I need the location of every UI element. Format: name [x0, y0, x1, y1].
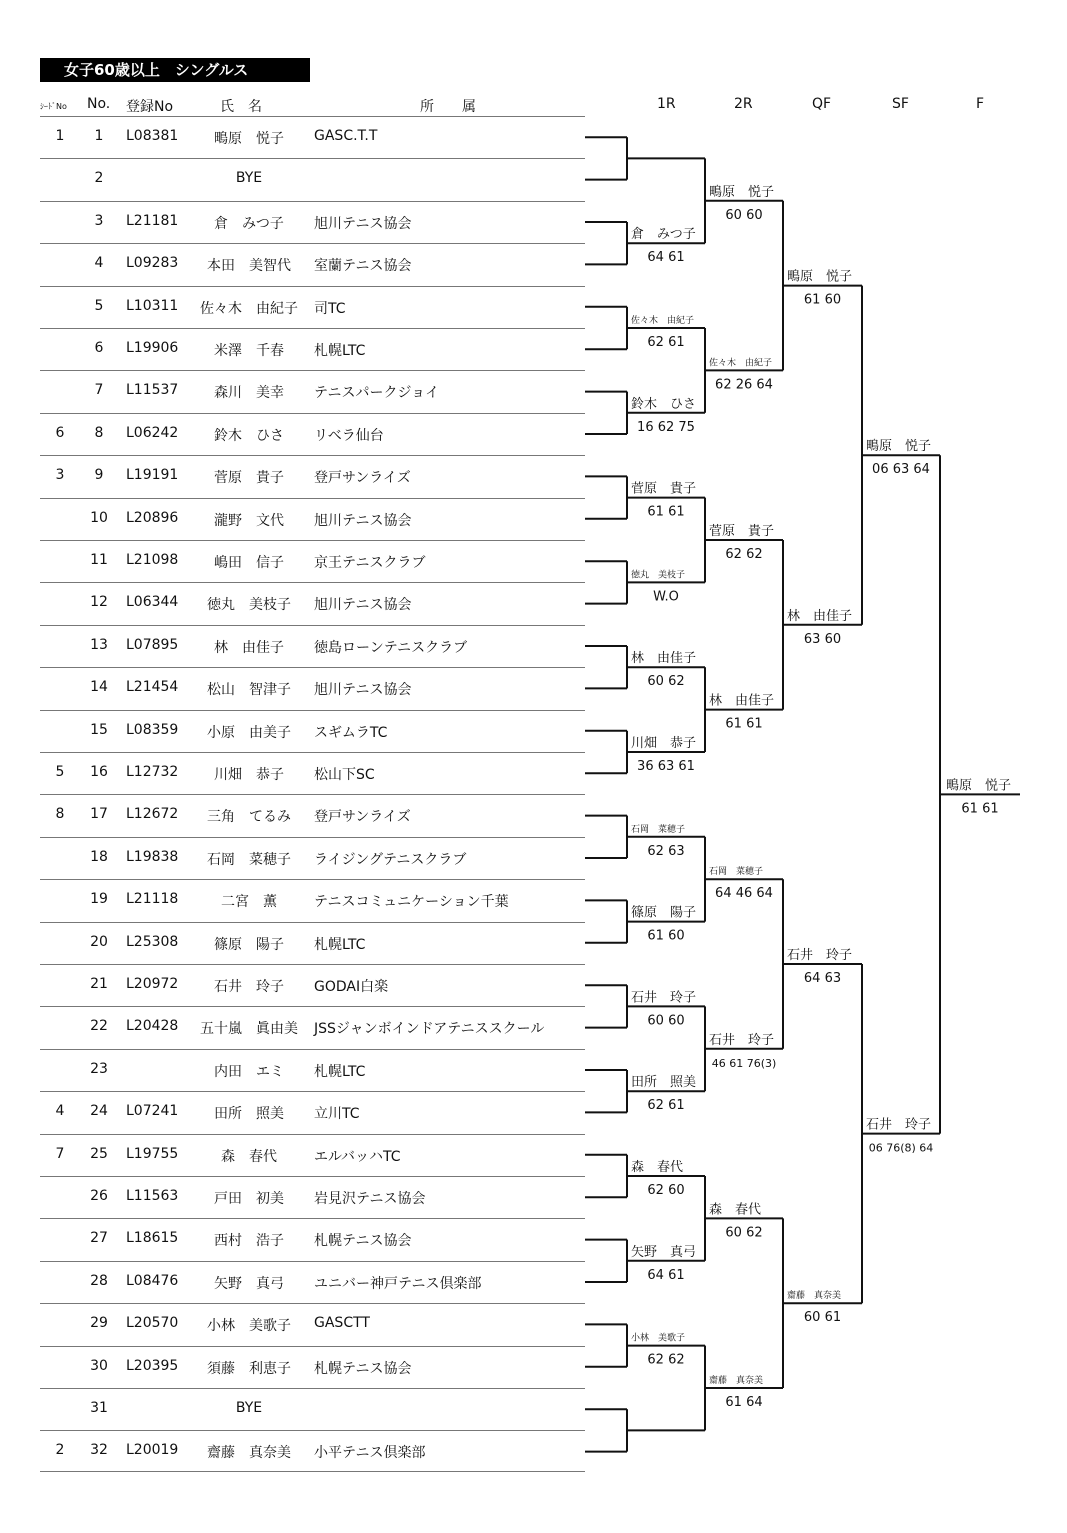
registration-cell: L20428	[126, 1018, 179, 1035]
player-name-cell: 小林 美歌子	[207, 1318, 291, 1335]
registration-cell: L10311	[126, 297, 179, 314]
registration-cell: L20896	[126, 509, 179, 526]
player-name-cell: 佐々木 由紀子	[200, 300, 298, 317]
draw-number-cell: 25	[90, 1145, 108, 1162]
affiliation-cell: ユニバー神戸テニス倶楽部	[314, 1275, 482, 1292]
draw-number-cell: 14	[90, 679, 108, 696]
draw-number-cell: 21	[90, 976, 108, 992]
player-name-cell: 須藤 利恵子	[207, 1360, 291, 1377]
draw-number-cell: 4	[94, 255, 104, 272]
match-winner-label: 鴫原 悦子	[866, 439, 932, 455]
header-seed: ｼｰﾄﾞNo	[40, 102, 67, 111]
draw-number-cell: 18	[90, 848, 108, 865]
registration-cell: L08476	[126, 1272, 179, 1289]
match-score-label: 61 61	[647, 504, 685, 520]
player-name-cell: 瀧野 文代	[214, 512, 284, 529]
match-score-label: 46 61 76(3)	[711, 1056, 777, 1070]
match-winner-label: 石井 玲子	[866, 1117, 932, 1133]
match-winner-label: 篠原 陽子	[631, 905, 697, 921]
match-winner-label: 石岡 菜穂子	[631, 824, 686, 835]
draw-number-cell: 19	[90, 891, 108, 908]
draw-number-cell: 20	[90, 933, 108, 950]
match-score-label: 60 60	[725, 207, 763, 223]
match-winner-label: 石井 玲子	[631, 990, 697, 1006]
match-winner-label: 鈴木 ひさ	[631, 396, 697, 412]
affiliation-cell: エルバッハTC	[314, 1148, 401, 1165]
match-score-label: 36 63 61	[637, 759, 695, 774]
affiliation-cell: 旭川テニス協会	[314, 597, 412, 614]
registration-cell: L07895	[126, 636, 179, 653]
affiliation-cell: ライジングテニスクラブ	[314, 851, 467, 868]
affiliation-cell: リベラ仙台	[314, 427, 384, 444]
affiliation-cell: 松山下SC	[314, 767, 375, 783]
seed-cell: 7	[55, 1145, 65, 1162]
seed-cell: 6	[55, 424, 65, 441]
draw-number-cell: 10	[90, 509, 108, 526]
match-winner-label: 鴫原 悦子	[946, 778, 1012, 794]
match-score-label: 62 61	[647, 1098, 685, 1114]
draw-number-cell: 12	[90, 594, 108, 611]
registration-cell: L12732	[126, 764, 179, 780]
affiliation-cell: 札幌LTC	[314, 1063, 366, 1080]
affiliation-cell: 札幌LTC	[314, 343, 366, 359]
match-score-label: 64 61	[647, 250, 685, 266]
player-name-cell: 川畑 恭子	[214, 767, 284, 783]
draw-number-cell: 30	[90, 1357, 108, 1374]
affiliation-cell: 小平テニス倶楽部	[314, 1445, 426, 1462]
draw-number-cell: 24	[90, 1103, 108, 1120]
seed-cell: 1	[55, 128, 65, 144]
player-name-cell: 森川 美幸	[214, 385, 284, 402]
match-winner-label: 倉 みつ子	[631, 227, 696, 243]
player-name-cell: 嶋田 信子	[214, 555, 284, 571]
affiliation-cell: 旭川テニス協会	[314, 512, 412, 529]
player-name-cell: BYE	[235, 170, 263, 187]
event-title: 女子60歳以上 シングルス	[40, 58, 310, 82]
affiliation-cell: GODAI白楽	[314, 979, 389, 995]
player-name-cell: 二宮 薫	[221, 894, 277, 911]
match-winner-label: 齋藤 真奈美	[787, 1291, 842, 1302]
match-winner-label: 林 由佳子	[709, 693, 775, 709]
match-score-label: 60 60	[647, 1013, 685, 1029]
player-name-cell: 石岡 菜穂子	[207, 851, 291, 868]
registration-cell: L21098	[126, 552, 179, 568]
match-winner-label: 矢野 真弓	[631, 1244, 697, 1260]
draw-number-cell: 28	[90, 1272, 108, 1289]
registration-cell: L19755	[126, 1145, 179, 1162]
registration-cell: L06242	[126, 424, 179, 441]
seed-cell: 3	[55, 467, 65, 484]
player-name-cell: 石井 玲子	[214, 979, 284, 995]
match-winner-label: 石井 玲子	[787, 948, 853, 963]
match-winner-label: 森 春代	[709, 1202, 762, 1218]
affiliation-cell: 立川TC	[314, 1106, 360, 1123]
registration-cell: L20019	[126, 1442, 179, 1459]
match-score-label: 61 60	[647, 928, 685, 944]
registration-cell: L11537	[126, 382, 179, 399]
player-name-cell: 倉 みつ子	[214, 215, 284, 232]
affiliation-cell: 札幌LTC	[314, 936, 366, 953]
player-name-cell: 米澤 千春	[214, 343, 284, 359]
draw-number-cell: 1	[94, 128, 104, 144]
affiliation-cell: GASCTT	[314, 1315, 370, 1332]
registration-cell: L19906	[126, 340, 179, 356]
registration-cell: L20395	[126, 1357, 179, 1374]
registration-cell: L20972	[126, 976, 179, 992]
affiliation-cell: 札幌テニス協会	[314, 1233, 412, 1250]
player-name-cell: 林 由佳子	[214, 639, 284, 656]
affiliation-cell: 徳島ローンテニスクラブ	[314, 639, 468, 656]
match-winner-label: 森 春代	[631, 1160, 684, 1175]
match-winner-label: 田所 照美	[631, 1075, 697, 1091]
player-name-cell: 齋藤 真奈美	[207, 1445, 291, 1462]
seed-cell: 5	[55, 764, 65, 780]
affiliation-cell: スギムラTC	[314, 724, 388, 741]
affiliation-cell: 岩見沢テニス協会	[314, 1191, 426, 1207]
match-score-label: 62 63	[647, 843, 685, 859]
match-score-label: 64 46 64	[715, 886, 773, 902]
header-no: No.	[87, 96, 111, 112]
player-name-cell: 徳丸 美枝子	[207, 597, 291, 614]
draw-number-cell: 2	[94, 170, 104, 187]
player-name-cell: 内田 エミ	[214, 1063, 284, 1080]
match-score-label: 60 62	[725, 1225, 763, 1241]
affiliation-cell: 登戸サンライズ	[314, 470, 411, 487]
draw-number-cell: 6	[94, 340, 104, 356]
header-round-2r: 2R	[734, 96, 753, 112]
match-score-label: 63 60	[803, 631, 842, 647]
draw-number-cell: 15	[90, 721, 108, 738]
match-score-label: 62 62	[725, 547, 763, 562]
match-winner-label: 鴫原 悦子	[787, 269, 853, 285]
affiliation-cell: JSSジャンボインドアテニススクール	[314, 1021, 545, 1038]
match-score-label: 64 61	[647, 1267, 685, 1283]
player-name-cell: 小原 由美子	[207, 724, 291, 741]
registration-cell: L08359	[126, 721, 179, 738]
registration-cell: L09283	[126, 255, 179, 272]
match-score-label: 64 63	[803, 971, 842, 986]
header-round-f: F	[976, 96, 985, 112]
draw-number-cell: 17	[90, 806, 108, 823]
draw-number-cell: 3	[94, 212, 104, 229]
registration-cell: L07241	[126, 1103, 179, 1120]
affiliation-cell: テニスパークジョイ	[314, 385, 440, 402]
match-winner-label: 菅原 貴子	[709, 524, 775, 539]
draw-number-cell: 8	[94, 424, 104, 441]
player-name-cell: 西村 浩子	[214, 1233, 284, 1250]
affiliation-cell: 司TC	[314, 300, 346, 317]
match-score-label: 60 61	[803, 1310, 842, 1326]
match-score-label: 16 62 75	[637, 419, 695, 435]
player-name-cell: 鈴木 ひさ	[214, 427, 284, 444]
draw-number-cell: 16	[90, 764, 108, 780]
draw-number-cell: 11	[90, 552, 108, 568]
affiliation-cell: 京王テニスクラブ	[314, 555, 426, 571]
match-winner-label: 菅原 貴子	[631, 481, 697, 497]
affiliation-cell: 室蘭テニス協会	[314, 258, 412, 275]
match-score-label: 62 62	[647, 1352, 685, 1368]
registration-cell: L19191	[126, 467, 179, 484]
match-score-label: 62 60	[647, 1183, 685, 1198]
match-score-label: 06 63 64	[872, 462, 930, 478]
registration-cell: L12672	[126, 806, 179, 823]
player-name-cell: 本田 美智代	[207, 258, 291, 275]
registration-cell: L25308	[126, 933, 179, 950]
draw-number-cell: 29	[90, 1315, 108, 1332]
affiliation-cell: 旭川テニス協会	[314, 682, 412, 699]
match-winner-label: 林 由佳子	[787, 608, 853, 624]
player-name-cell: 矢野 真弓	[214, 1275, 284, 1292]
registration-cell: L20570	[126, 1315, 179, 1332]
match-score-label: 61 60	[803, 292, 842, 308]
match-score-label: 61 64	[725, 1395, 763, 1410]
header-round-qf: QF	[812, 96, 832, 112]
match-score-label: W.O	[653, 589, 679, 605]
player-name-cell: 鴫原 悦子	[214, 131, 284, 147]
header-name: 氏 名	[220, 99, 262, 115]
draw-number-cell: 31	[90, 1400, 108, 1416]
affiliation-cell: 札幌テニス協会	[314, 1360, 412, 1377]
seed-cell: 2	[55, 1442, 65, 1459]
registration-cell: L21181	[126, 212, 179, 229]
seed-cell: 8	[55, 806, 65, 823]
match-score-label: 62 26 64	[715, 377, 773, 393]
affiliation-cell: 登戸サンライズ	[314, 809, 411, 826]
draw-number-cell: 32	[90, 1442, 108, 1459]
seed-cell: 4	[55, 1103, 65, 1120]
draw-number-cell: 13	[90, 636, 108, 653]
match-winner-label: 川畑 恭子	[631, 736, 697, 751]
registration-cell: L08381	[126, 128, 179, 144]
draw-number-cell: 7	[94, 382, 104, 399]
player-name-cell: 戸田 初美	[214, 1191, 284, 1207]
match-score-label: 62 61	[647, 335, 685, 350]
match-score-label: 61 61	[961, 801, 999, 817]
header-round-sf: SF	[892, 96, 909, 112]
registration-cell: L18615	[126, 1230, 179, 1247]
match-winner-label: 佐々木 由紀子	[631, 316, 695, 326]
draw-number-cell: 23	[90, 1060, 108, 1077]
affiliation-cell: テニスコミュニケーション千葉	[314, 894, 509, 911]
draw-number-cell: 5	[94, 297, 104, 314]
match-score-label: 60 62	[647, 674, 685, 690]
registration-cell: L21454	[126, 679, 179, 696]
player-name-cell: 田所 照美	[214, 1106, 284, 1123]
match-score-label: 61 61	[725, 716, 763, 732]
draw-number-cell: 22	[90, 1018, 108, 1035]
draw-number-cell: 9	[94, 467, 104, 484]
match-winner-label: 鴫原 悦子	[709, 184, 775, 200]
match-winner-label: 林 由佳子	[631, 651, 697, 667]
player-name-cell: BYE	[235, 1400, 263, 1416]
registration-cell: L06344	[126, 594, 179, 611]
header-round-1r: 1R	[657, 96, 676, 112]
registration-cell: L21118	[126, 891, 179, 908]
draw-number-cell: 26	[90, 1188, 108, 1204]
player-name-cell: 菅原 貴子	[214, 470, 284, 487]
match-winner-label: 齋藤 真奈美	[709, 1376, 764, 1386]
affiliation-cell: 旭川テニス協会	[314, 215, 412, 232]
player-name-cell: 森 春代	[221, 1148, 277, 1165]
match-winner-label: 石井 玲子	[709, 1032, 775, 1048]
player-name-cell: 篠原 陽子	[214, 936, 284, 953]
match-winner-label: 佐々木 由紀子	[709, 358, 773, 369]
match-score-label: 06 76(8) 64	[868, 1141, 934, 1155]
registration-cell: L11563	[126, 1188, 179, 1204]
registration-cell: L19838	[126, 848, 179, 865]
player-name-cell: 松山 智津子	[207, 682, 291, 699]
player-name-cell: 三角 てるみ	[207, 809, 291, 826]
header-reg: 登録No	[126, 99, 174, 115]
match-winner-label: 徳丸 美枝子	[631, 570, 686, 581]
match-winner-label: 小林 美歌子	[631, 1333, 686, 1344]
player-name-cell: 五十嵐 眞由美	[200, 1021, 298, 1038]
draw-number-cell: 27	[90, 1230, 108, 1247]
header-affiliation: 所 属	[420, 99, 476, 115]
affiliation-cell: GASC.T.T	[314, 128, 378, 144]
match-winner-label: 石岡 菜穂子	[709, 867, 764, 878]
